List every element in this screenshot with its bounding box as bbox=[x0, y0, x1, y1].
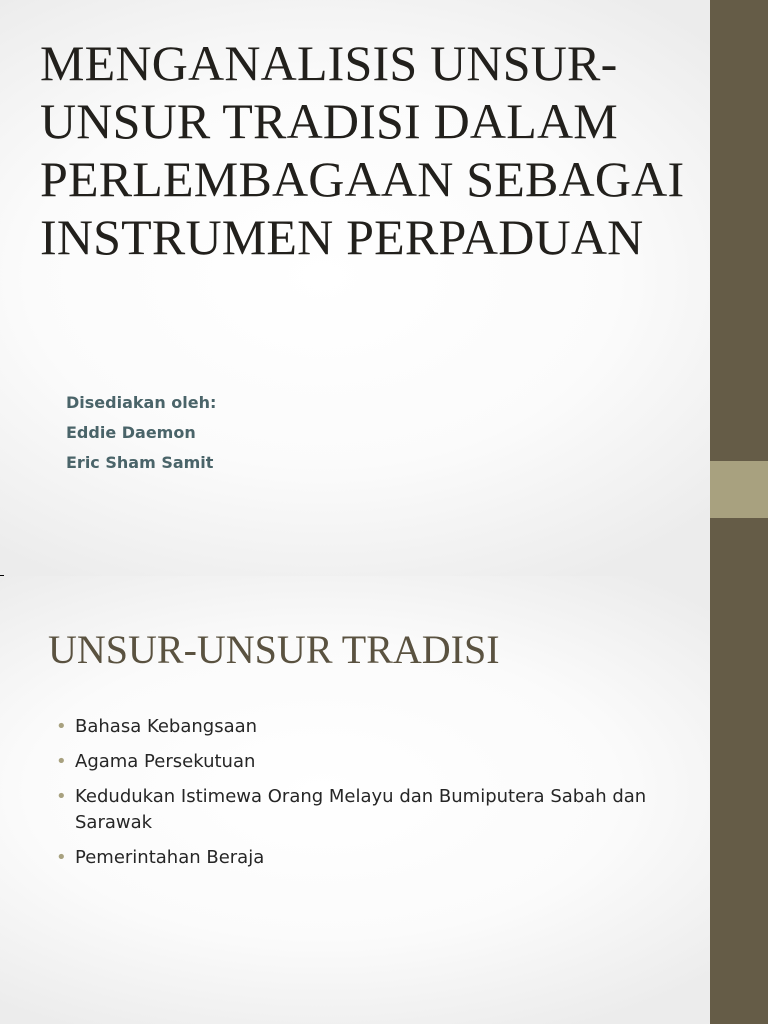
bullet-icon: • bbox=[56, 786, 67, 807]
bullet-list bbox=[56, 714, 656, 880]
side-decor-accent bbox=[710, 461, 768, 518]
list-item-text: Kedudukan Istimewa Orang Melayu dan Bumiputera Sabah dan Sarawak bbox=[75, 786, 647, 833]
bullet-icon: • bbox=[56, 847, 67, 868]
list-item bbox=[56, 784, 656, 836]
prepared-by-block bbox=[66, 388, 216, 478]
title-line: UNSUR TRADISI DALAM bbox=[40, 93, 618, 149]
list-item-text: Bahasa Kebangsaan bbox=[75, 716, 258, 737]
list-item bbox=[56, 845, 656, 871]
slide-title-text bbox=[40, 34, 700, 266]
prepared-by-label: Disediakan oleh: bbox=[66, 393, 217, 412]
list-item-text: Pemerintahan Beraja bbox=[75, 847, 265, 868]
bullet-icon: • bbox=[56, 751, 67, 772]
list-item bbox=[56, 714, 656, 740]
list-item bbox=[56, 749, 656, 775]
slide-heading: UNSUR-UNSUR TRADISI bbox=[48, 627, 500, 672]
side-decor-bar bbox=[710, 576, 768, 1024]
author-name: Eric Sham Samit bbox=[66, 453, 214, 472]
list-item-text: Agama Persekutuan bbox=[75, 751, 256, 772]
title-line: PERLEMBAGAAN SEBAGAI bbox=[40, 151, 685, 207]
title-line: MENGANALISIS UNSUR- bbox=[40, 35, 618, 91]
slide-content bbox=[0, 576, 768, 1024]
title-line: INSTRUMEN PERPADUAN bbox=[40, 209, 644, 265]
author-name: Eddie Daemon bbox=[66, 423, 196, 442]
bullet-icon: • bbox=[56, 716, 67, 737]
